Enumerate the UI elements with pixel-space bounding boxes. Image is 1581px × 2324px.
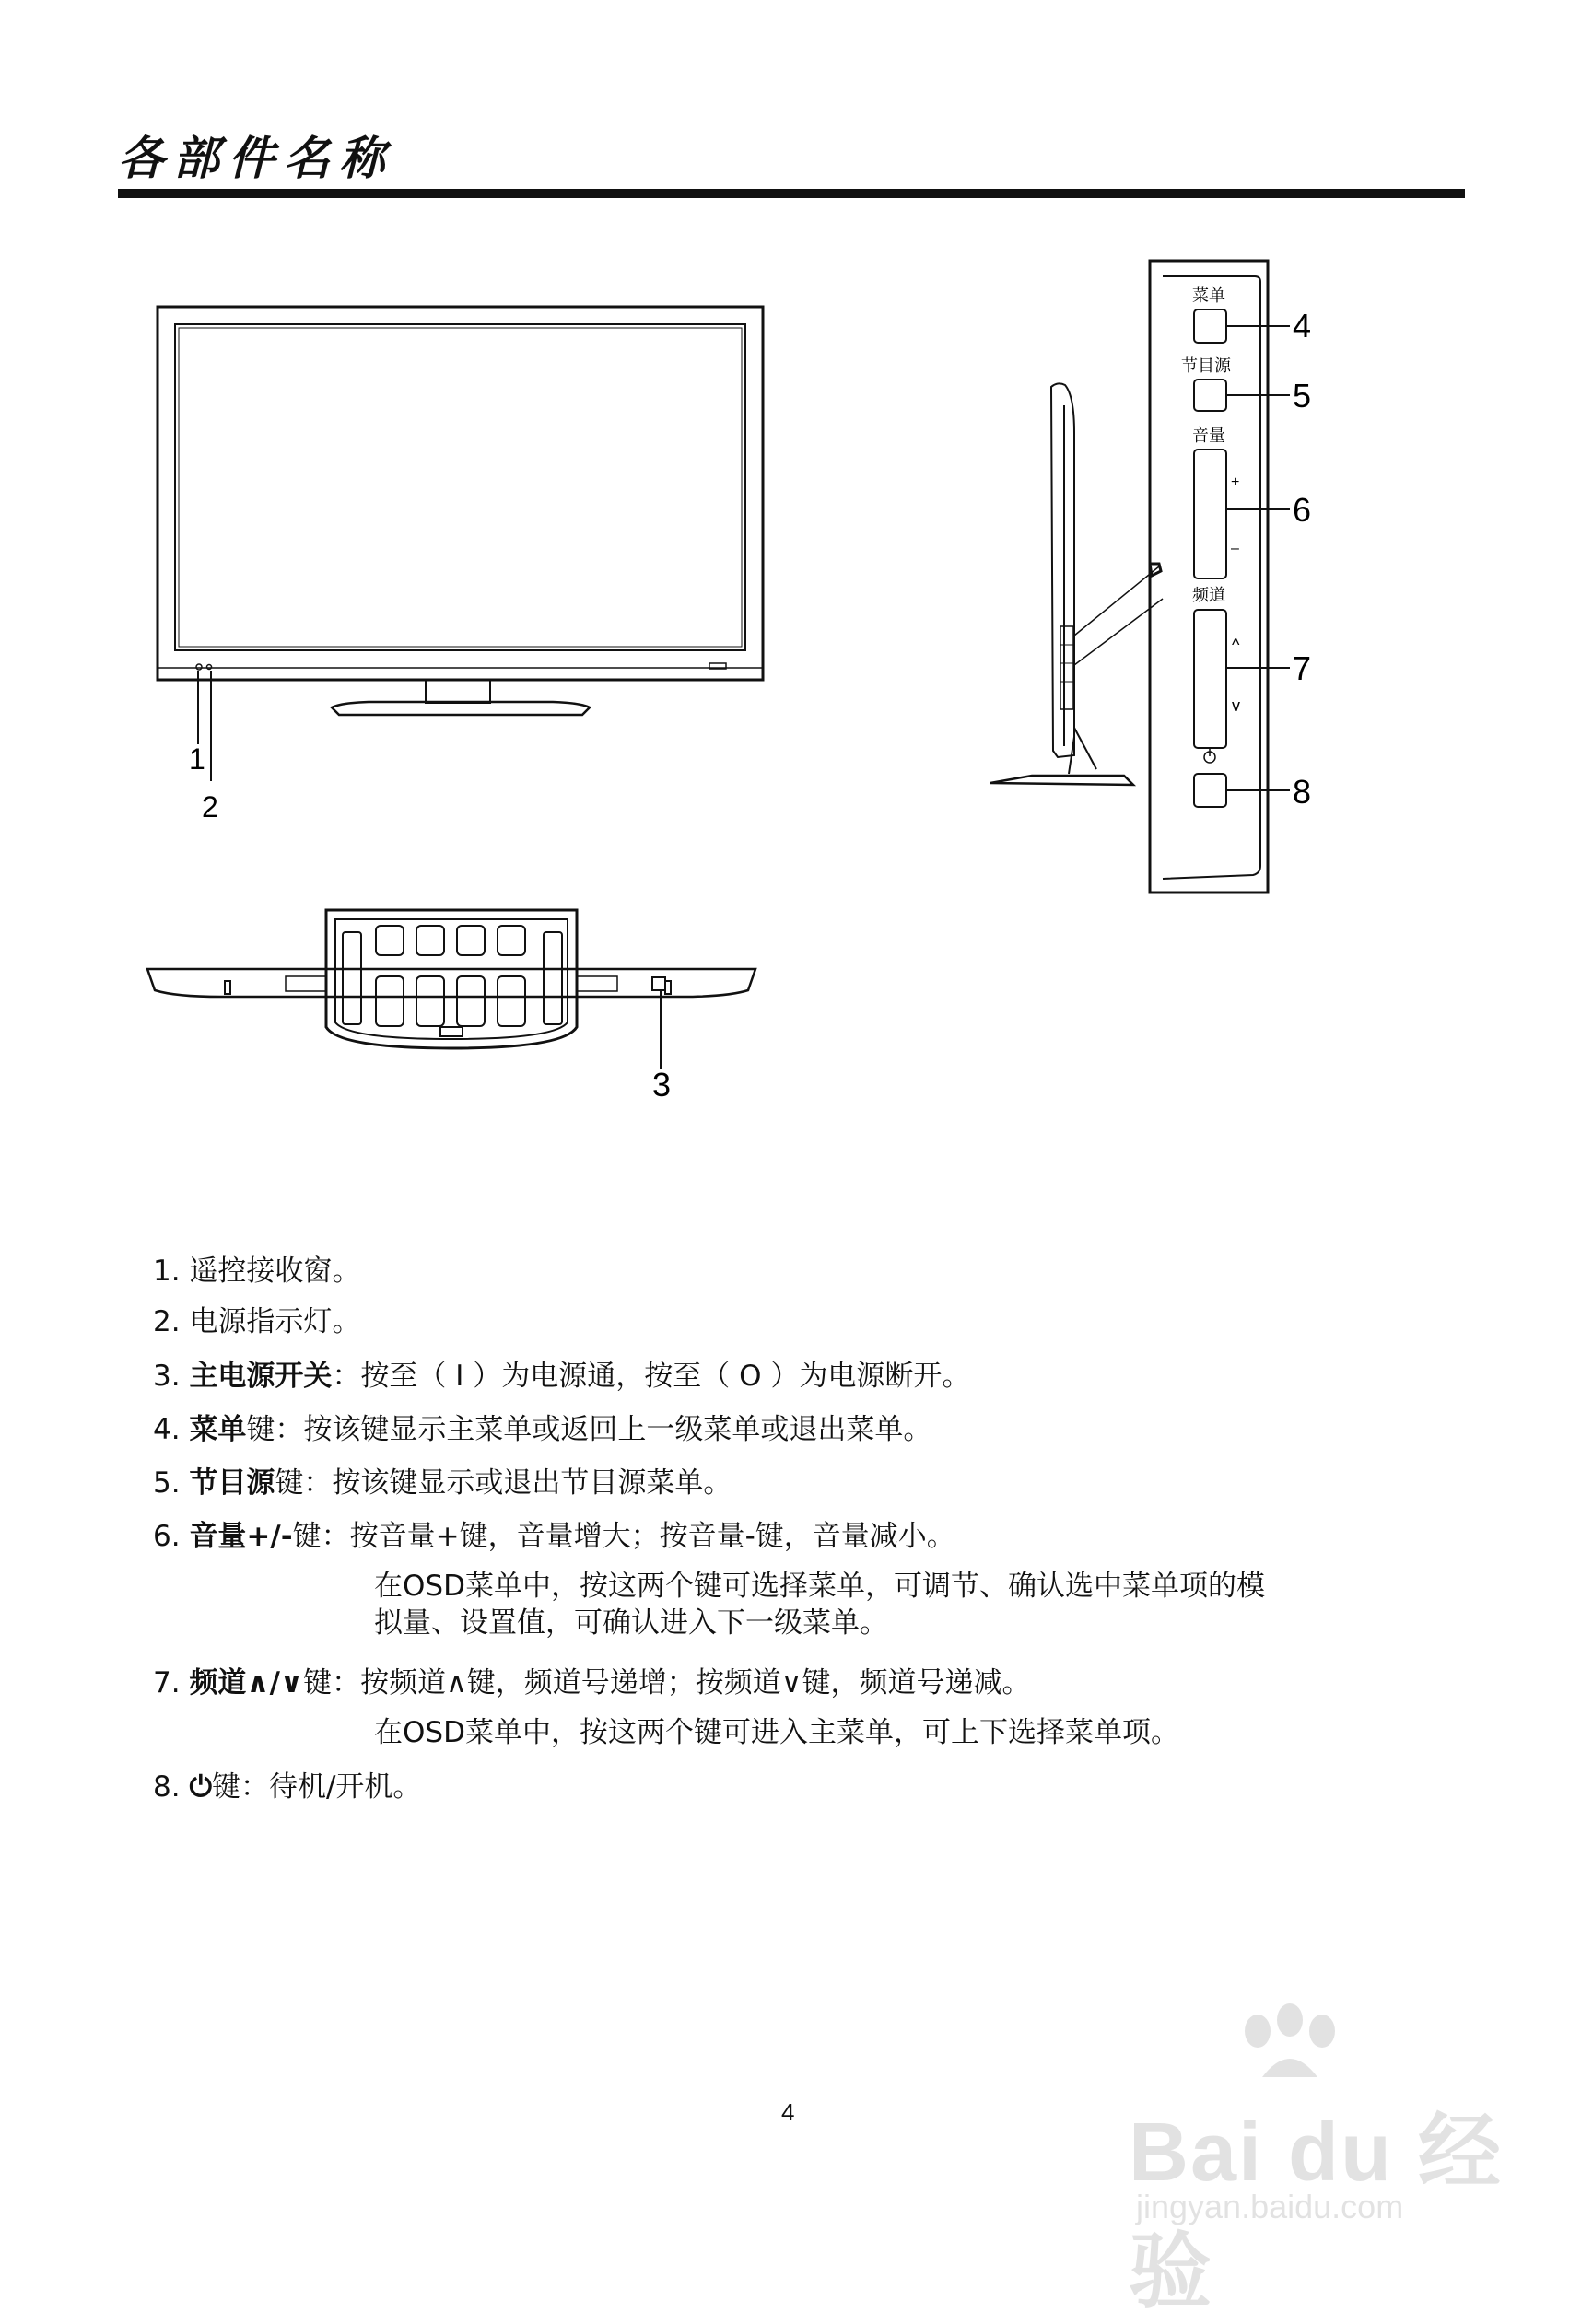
paw-icon [1221,2003,1368,2086]
description-3-num: 3. [153,1360,181,1393]
description-6-cont-1: 在OSD菜单中，按这两个键可选择菜单，可调节、确认选中菜单项的模 [374,1570,1265,1603]
page-number: 4 [781,2098,795,2126]
description-5-name: 节目源 [189,1466,275,1500]
callout-7: 7 [1293,649,1312,687]
callout-2: 2 [202,790,218,823]
page-title: 各部件名称 [118,131,394,185]
ir-receiver-window [196,664,202,670]
description-7-text: 键：按频道∧键，频道号递增；按频道∨键，频道号递减。 [303,1666,1031,1699]
description-7-num: 7. [153,1666,181,1699]
description-2-name: 电源指示灯 [189,1305,333,1338]
description-4-num: 4. [153,1413,181,1446]
description-8 [153,1769,421,1805]
description-7-cont-1: 在OSD菜单中，按这两个键可进入主菜单，可上下选择菜单项。 [374,1716,1179,1749]
description-1 [153,1253,360,1290]
baidu-watermark [1119,2003,1506,2318]
main-power-switch [652,977,665,990]
parts-diagram [0,0,1581,1161]
callout-6: 6 [1293,491,1312,529]
watermark-brand: Bai du 经验 [1129,2107,1504,2318]
menu-key [1194,309,1226,343]
description-2-num: 2. [153,1305,181,1338]
panel-label-up: ^ [1232,636,1240,654]
description-7-name: 频道∧/∨ [189,1666,304,1699]
description-2-text: 。 [332,1305,361,1338]
description-4-name: 菜单 [189,1413,247,1446]
power-indicator [207,665,212,670]
description-4 [153,1411,931,1448]
channel-key [1194,610,1226,748]
description-1-name: 遥控接收窗 [189,1255,333,1288]
description-8-text: 键：待机/开机。 [211,1770,422,1804]
description-6-name: 音量+/- [189,1520,293,1553]
volume-key [1194,450,1226,578]
callout-8: 8 [1293,773,1312,811]
description-7 [153,1664,1179,1751]
description-3-text: ：按至（ I ）为电源通，按至（ O ）为电源断开。 [332,1360,971,1393]
panel-label-source: 节目源 [1181,356,1231,375]
description-5-num: 5. [153,1466,181,1500]
description-1-num: 1. [153,1255,181,1288]
description-2 [153,1303,360,1340]
callout-4: 4 [1293,307,1312,345]
panel-label-plus: + [1231,474,1240,490]
tv-bottom-view [147,910,755,1048]
tv-side-view [990,383,1163,785]
panel-label-channel: 频道 [1192,586,1225,604]
description-6-cont-2: 拟量、设置值，可确认进入下一级菜单。 [374,1606,888,1640]
description-6-text: 键：按音量+键，音量增大；按音量-键，音量减小。 [292,1520,955,1553]
description-3-name: 主电源开关 [189,1360,333,1393]
power-key [1194,774,1226,807]
panel-label-volume: 音量 [1192,426,1225,445]
description-1-text: 。 [332,1255,361,1288]
description-6 [153,1518,1265,1641]
description-3 [153,1358,970,1395]
panel-label-menu: 菜单 [1192,286,1225,305]
panel-label-down: v [1232,696,1240,715]
power-icon: ⏻ [189,1770,212,1804]
panel-label-minus: – [1231,541,1239,556]
description-5 [153,1465,732,1501]
description-5-text: 键：按该键显示或退出节目源菜单。 [275,1466,732,1500]
watermark-url: jingyan.baidu.com [1136,2188,1404,2225]
description-6-num: 6. [153,1520,181,1553]
description-8-num: 8. [153,1770,181,1804]
tv-front-view [158,307,763,715]
callout-1: 1 [189,742,205,776]
source-key [1194,380,1226,411]
callout-5: 5 [1293,377,1312,415]
control-panel-detail [1150,261,1290,893]
callout-3: 3 [652,1066,672,1104]
description-4-text: 键：按该键显示主菜单或返回上一级菜单或退出菜单。 [246,1413,932,1446]
